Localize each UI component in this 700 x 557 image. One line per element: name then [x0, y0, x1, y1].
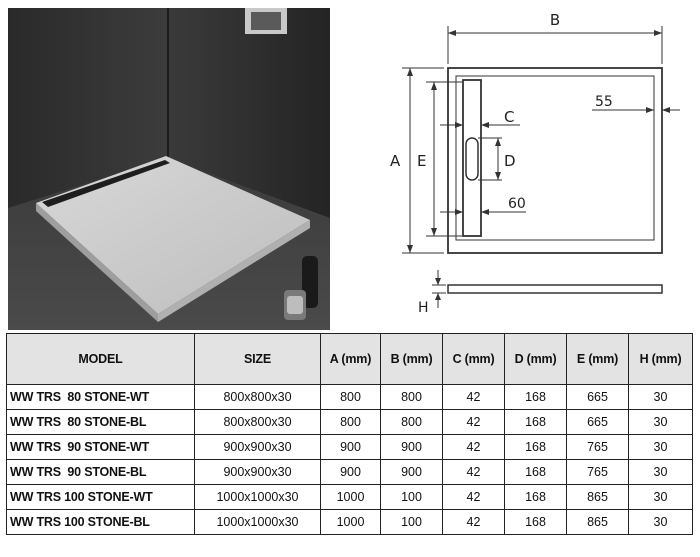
label-60: 60 — [508, 196, 526, 212]
header-h: H (mm) — [629, 334, 693, 385]
header-c: C (mm) — [443, 334, 505, 385]
cell-h: 30 — [629, 385, 693, 410]
table-row — [7, 385, 693, 410]
label-h: H — [418, 300, 429, 316]
cell-a: 800 — [321, 410, 381, 435]
cell-d: 168 — [505, 485, 567, 510]
table-row — [7, 460, 693, 485]
cell-b: 800 — [381, 410, 443, 435]
cell-h: 30 — [629, 410, 693, 435]
cell-b: 100 — [381, 510, 443, 535]
cell-e: 665 — [567, 385, 629, 410]
cell-b: 100 — [381, 485, 443, 510]
cell-b: 900 — [381, 435, 443, 460]
cell-b: 800 — [381, 385, 443, 410]
header-d: D (mm) — [505, 334, 567, 385]
product-photo — [8, 8, 330, 330]
cell-b: 900 — [381, 460, 443, 485]
cell-e: 865 — [567, 510, 629, 535]
label-e: E — [417, 152, 427, 170]
label-c: C — [504, 108, 515, 126]
header-a: A (mm) — [321, 334, 381, 385]
cell-e: 765 — [567, 435, 629, 460]
header-e: E (mm) — [567, 334, 629, 385]
header-size: SIZE — [195, 334, 321, 385]
label-55: 55 — [595, 94, 613, 110]
cell-model: WW TRS 90 STONE-WT — [7, 435, 195, 460]
drain-hole — [466, 138, 478, 180]
cell-d: 168 — [505, 410, 567, 435]
cell-model: WW TRS 100 STONE-WT — [7, 485, 195, 510]
cell-size: 800x800x30 — [195, 385, 321, 410]
cell-size: 1000x1000x30 — [195, 510, 321, 535]
cell-model: WW TRS 100 STONE-BL — [7, 510, 195, 535]
cell-d: 168 — [505, 510, 567, 535]
cell-model: WW TRS 80 STONE-BL — [7, 410, 195, 435]
cell-c: 42 — [443, 385, 505, 410]
table-row — [7, 410, 693, 435]
spec-table — [6, 333, 693, 535]
cell-d: 168 — [505, 460, 567, 485]
cell-c: 42 — [443, 510, 505, 535]
cell-model: WW TRS 80 STONE-WT — [7, 385, 195, 410]
cell-h: 30 — [629, 460, 693, 485]
cell-size: 800x800x30 — [195, 410, 321, 435]
cell-h: 30 — [629, 435, 693, 460]
label-d: D — [504, 152, 516, 170]
cell-d: 168 — [505, 435, 567, 460]
cell-h: 30 — [629, 510, 693, 535]
cell-model: WW TRS 90 STONE-BL — [7, 460, 195, 485]
cell-a: 1000 — [321, 510, 381, 535]
header-b: B (mm) — [381, 334, 443, 385]
tray-inner-border — [456, 76, 654, 240]
cell-c: 42 — [443, 410, 505, 435]
table-header-row — [7, 334, 693, 385]
cell-h: 30 — [629, 485, 693, 510]
cell-c: 42 — [443, 485, 505, 510]
cell-e: 665 — [567, 410, 629, 435]
cell-a: 800 — [321, 385, 381, 410]
cell-a: 1000 — [321, 485, 381, 510]
cell-a: 900 — [321, 435, 381, 460]
table-row — [7, 510, 693, 535]
cell-e: 765 — [567, 460, 629, 485]
cell-c: 42 — [443, 460, 505, 485]
cell-size: 1000x1000x30 — [195, 485, 321, 510]
table-row — [7, 485, 693, 510]
label-b: B — [549, 11, 561, 29]
table-row — [7, 435, 693, 460]
cell-size: 900x900x30 — [195, 460, 321, 485]
label-a: A — [390, 152, 401, 170]
cell-e: 865 — [567, 485, 629, 510]
cell-c: 42 — [443, 435, 505, 460]
dimension-diagram — [380, 0, 700, 330]
tray-profile — [448, 285, 662, 293]
cell-d: 168 — [505, 385, 567, 410]
header-model: MODEL — [7, 334, 195, 385]
cell-size: 900x900x30 — [195, 435, 321, 460]
cell-a: 900 — [321, 460, 381, 485]
